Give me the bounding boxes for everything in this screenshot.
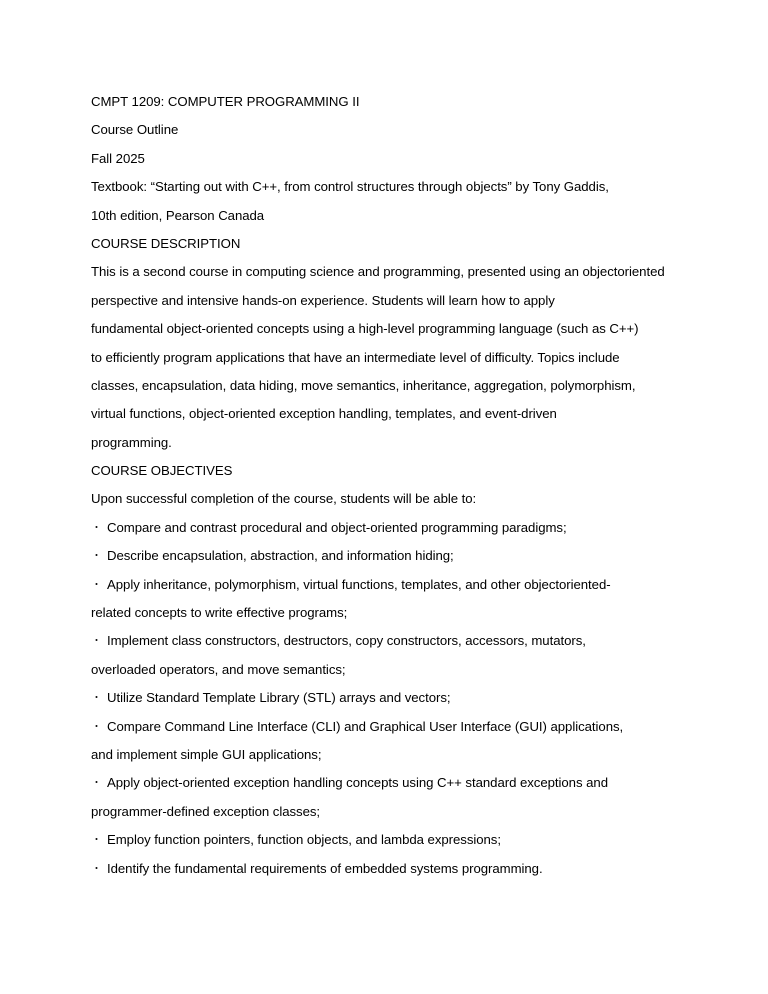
objective-item xyxy=(91,713,731,741)
description-line: fundamental object-oriented concepts using a high-level programming language (such as C++) xyxy=(91,321,639,337)
bullet-icon: ・ xyxy=(91,720,102,733)
objectives-list xyxy=(91,514,731,883)
objective-text: Employ function pointers, function objects, and lambda expressions; xyxy=(107,832,501,848)
objective-item xyxy=(91,826,731,854)
objective-continuation: programmer-defined exception classes; xyxy=(91,803,321,819)
bullet-icon: ・ xyxy=(91,550,102,563)
objective-continuation: related concepts to write effective programs; xyxy=(91,605,348,621)
objective-item xyxy=(91,684,731,712)
description-line: virtual functions, object-oriented exception handling, templates, and event-driven xyxy=(91,406,557,422)
bullet-icon: ・ xyxy=(91,862,102,875)
description-line: This is a second course in computing science and programming, presented using an objectoriented xyxy=(91,264,665,280)
objective-text: Apply object-oriented exception handling concepts using C++ standard exceptions and xyxy=(107,775,608,791)
objective-continuation: and implement simple GUI applications; xyxy=(91,746,322,762)
course-title: CMPT 1209: COMPUTER PROGRAMMING II xyxy=(91,94,360,109)
objective-text: Implement class constructors, destructors, copy constructors, accessors, mutators, xyxy=(107,633,586,649)
term: Fall 2025 xyxy=(91,150,145,166)
objective-item xyxy=(91,855,731,883)
objective-text: Utilize Standard Template Library (STL) arrays and vectors; xyxy=(107,690,451,706)
objective-text: Compare and contrast procedural and object-oriented programming paradigms; xyxy=(107,519,567,535)
bullet-icon: ・ xyxy=(91,635,102,648)
objective-continuation: overloaded operators, and move semantics; xyxy=(91,661,346,677)
objectives-heading: COURSE OBJECTIVES xyxy=(91,463,233,479)
description-heading: COURSE DESCRIPTION xyxy=(91,235,241,251)
objective-item xyxy=(91,627,731,655)
description-line: to efficiently program applications that have an intermediate level of difficulty. Topics include xyxy=(91,349,620,365)
textbook-line-1: Textbook: “Starting out with C++, from control structures through objects” by Tony Gaddis, xyxy=(91,179,609,195)
objective-text: Compare Command Line Interface (CLI) and Graphical User Interface (GUI) applications, xyxy=(107,718,624,734)
document-type: Course Outline xyxy=(91,122,179,138)
document-page xyxy=(91,88,731,883)
bullet-icon: ・ xyxy=(91,834,102,847)
objective-text: Apply inheritance, polymorphism, virtual functions, templates, and other objectoriented- xyxy=(107,576,611,592)
objective-item xyxy=(91,514,731,542)
bullet-icon: ・ xyxy=(91,521,102,534)
objective-item xyxy=(91,769,731,797)
description-line: classes, encapsulation, data hiding, move semantics, inheritance, aggregation, polymorphism, xyxy=(91,377,636,393)
objective-item xyxy=(91,571,731,599)
bullet-icon: ・ xyxy=(91,578,102,591)
objective-text: Describe encapsulation, abstraction, and information hiding; xyxy=(107,548,454,564)
description-line: perspective and intensive hands-on experience. Students will learn how to apply xyxy=(91,292,555,308)
objectives-intro: Upon successful completion of the course, students will be able to: xyxy=(91,491,477,507)
objective-text: Identify the fundamental requirements of embedded systems programming. xyxy=(107,860,543,876)
objective-item xyxy=(91,542,731,570)
description-line: programming. xyxy=(91,434,172,450)
bullet-icon: ・ xyxy=(91,777,102,790)
textbook-line-2: 10th edition, Pearson Canada xyxy=(91,207,265,223)
bullet-icon: ・ xyxy=(91,692,102,705)
